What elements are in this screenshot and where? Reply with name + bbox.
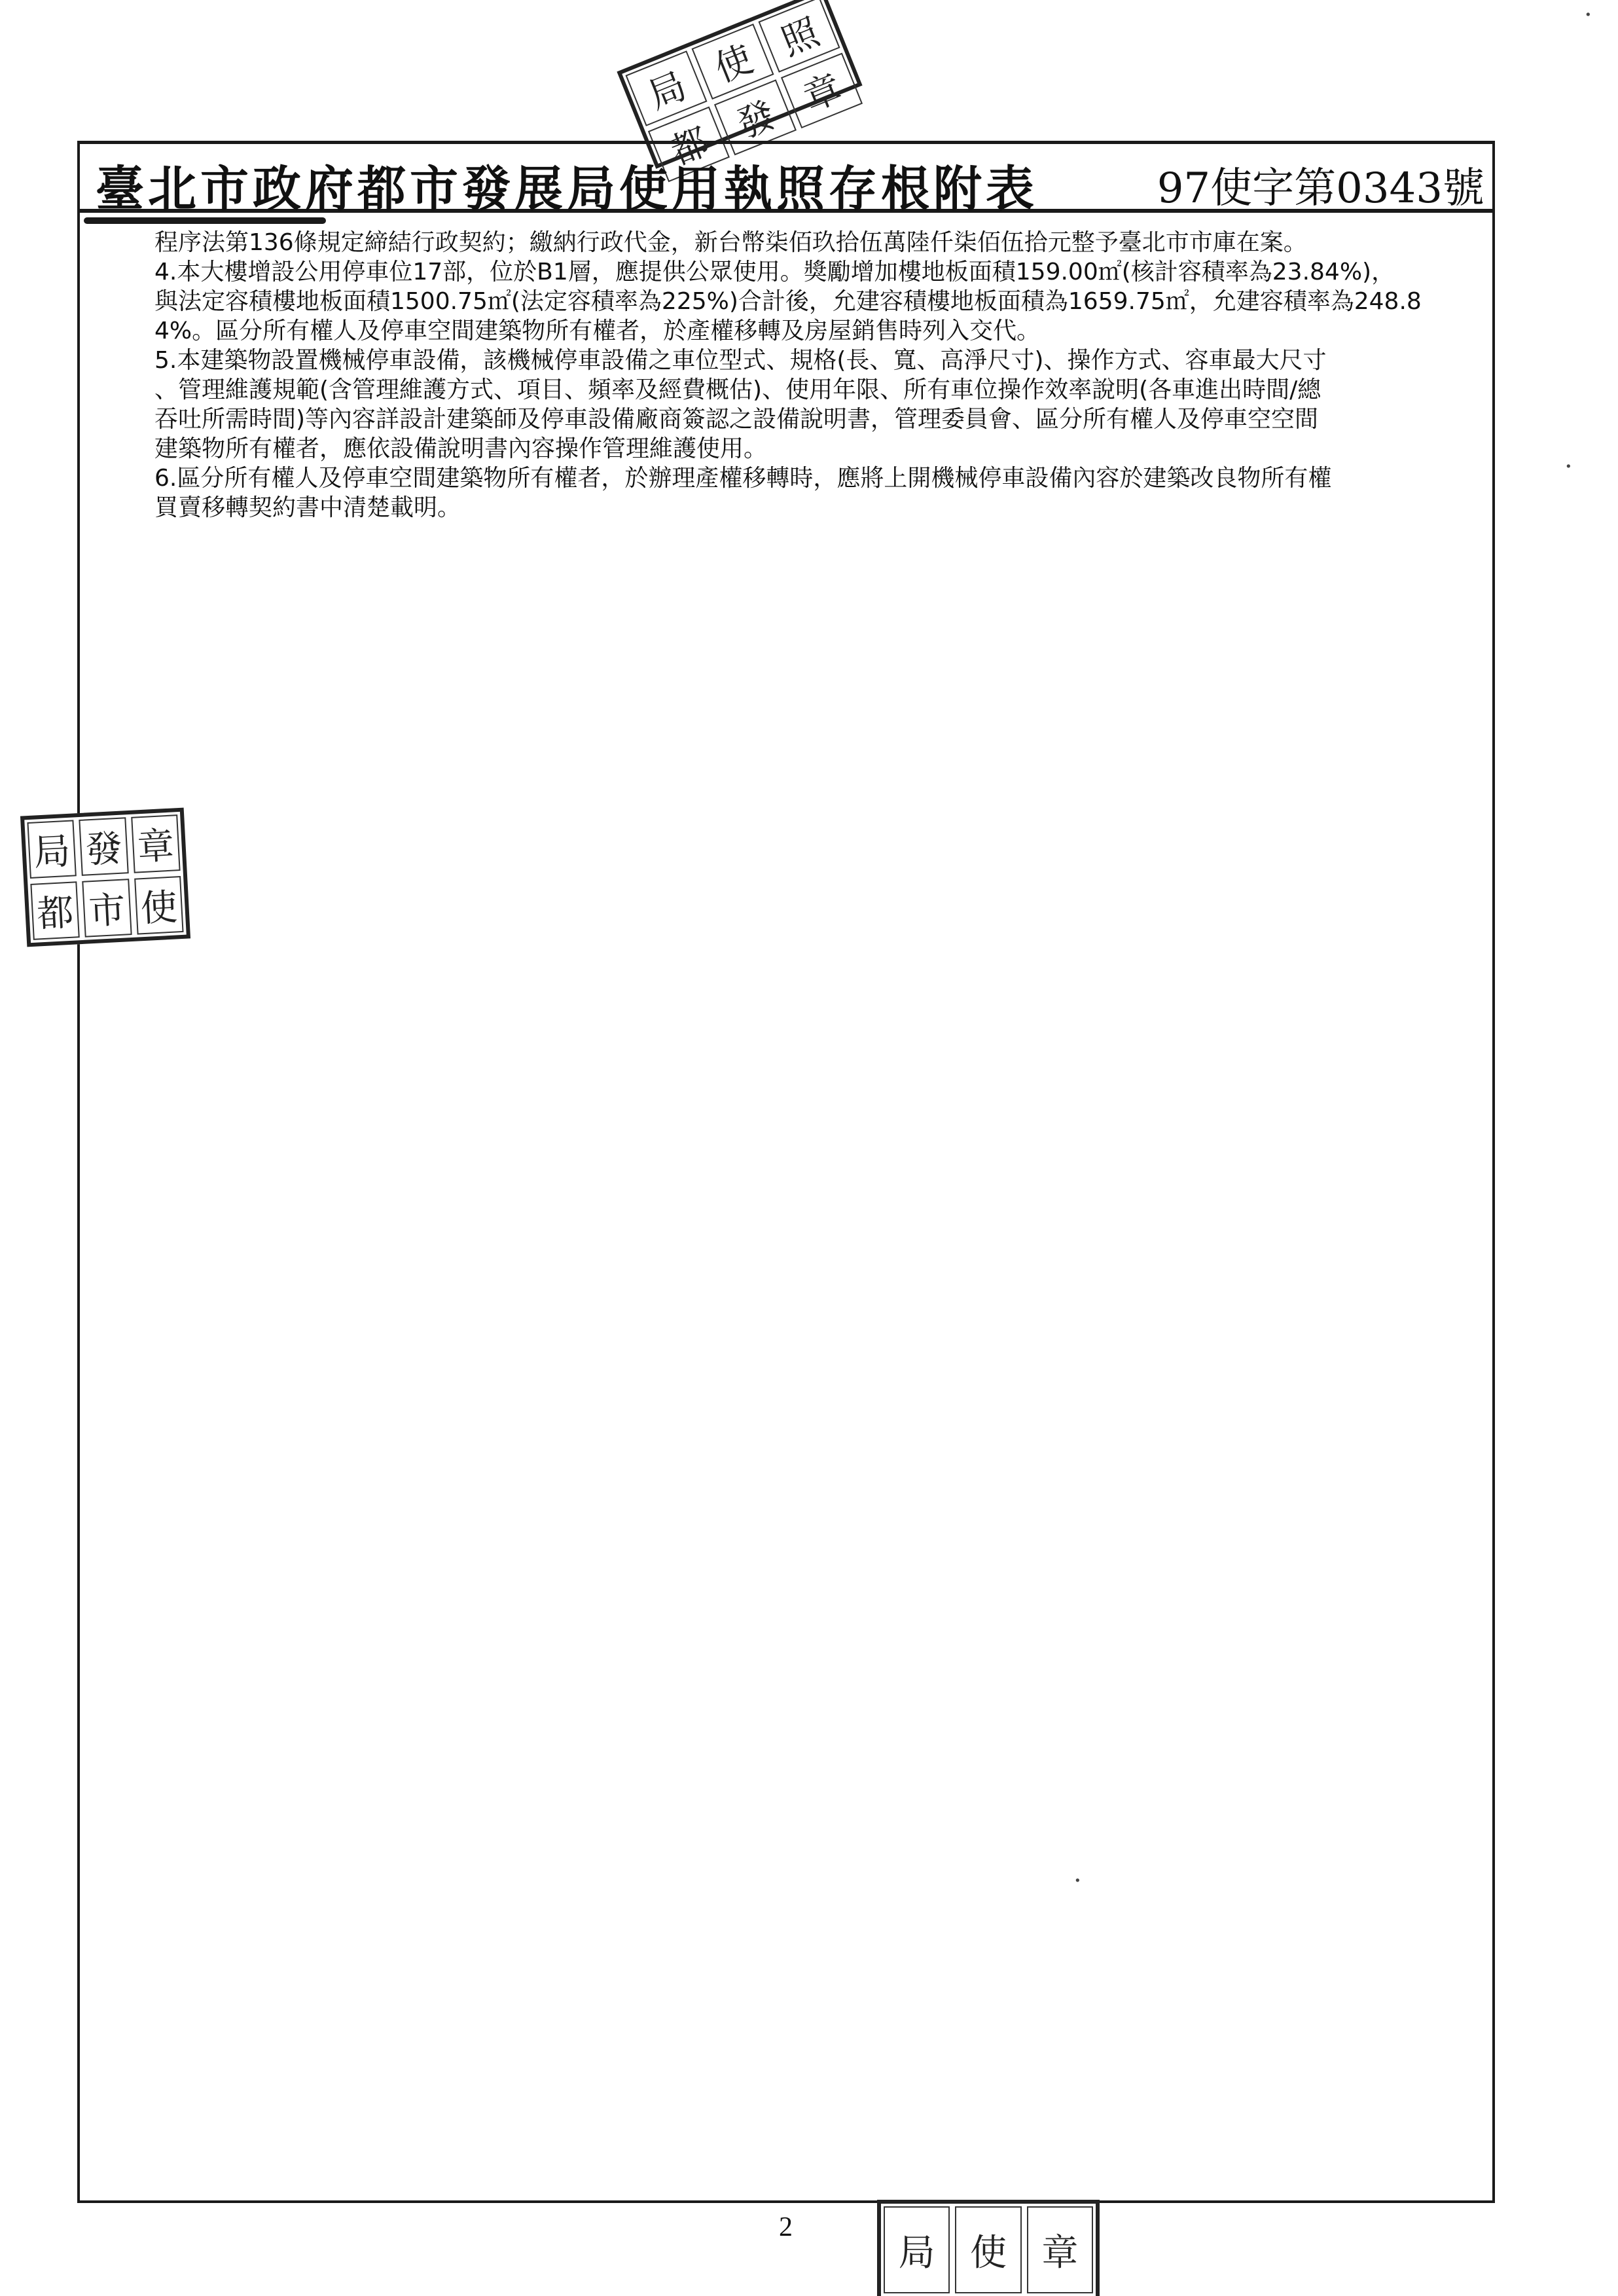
- body-line: 買賣移轉契約書中清楚載明。: [154, 494, 461, 521]
- handwritten-underline: [84, 217, 326, 224]
- body-line: 與法定容積樓地板面積1500.75㎡(法定容積率為225%)合計後，允建容積樓地板面積為1659.75㎡，允建容積率為248.8: [154, 288, 1422, 315]
- body-line: 4%。區分所有權人及停車空間建築物所有權者，於產權移轉及房屋銷售時列入交代。: [154, 318, 1041, 344]
- official-seal-top: 局 使 照 都 發 章: [617, 0, 862, 169]
- body-line: 5.本建築物設置機械停車設備，該機械停車設備之車位型式、規格(長、寬、高淨尺寸)、操作方式、容車最大尺寸: [154, 347, 1327, 374]
- document-title: 臺北市政府都市發展局使用執照存根附表: [96, 161, 1038, 217]
- official-seal-left: 局 發 章 都 市 使: [20, 808, 190, 947]
- scan-mark: ·: [1564, 452, 1573, 482]
- body-text: [154, 228, 1503, 522]
- body-line: 6.區分所有權人及停車空間建築物所有權者，於辦理產權移轉時，應將上開機械停車設備內容於建築改良物所有權: [154, 465, 1332, 492]
- scan-mark: ·: [1584, 0, 1592, 30]
- body-line: 4.本大樓增設公用停車位17部，位於B1層，應提供公眾使用。獎勵增加樓地板面積159.00㎡(核計容積率為23.84%)，: [154, 259, 1395, 285]
- permit-number: 97使字第0343號: [1157, 164, 1484, 213]
- body-line: 吞吐所需時間)等內容詳設計建築師及停車設備廠商簽認之設備說明書，管理委員會、區分所有權人及停車空空間: [154, 406, 1319, 433]
- title-row: [77, 141, 1492, 217]
- body-line: 程序法第136條規定締結行政契約；繳納行政代金，新台幣柒佰玖拾伍萬陸仟柒佰伍拾元整予臺北市市庫在案。: [154, 229, 1307, 256]
- body-line: 、管理維護規範(含管理維護方式、項目、頻率及經費概估)、使用年限、所有車位操作效率說明(各車進出時間/總: [154, 376, 1321, 403]
- body-line: 建築物所有權者，應依設備說明書內容操作管理維護使用。: [154, 435, 768, 462]
- scan-mark: ·: [1073, 1866, 1082, 1896]
- official-seal-bottom: 局 使 章: [877, 2200, 1100, 2296]
- page-number: 2: [779, 2212, 793, 2242]
